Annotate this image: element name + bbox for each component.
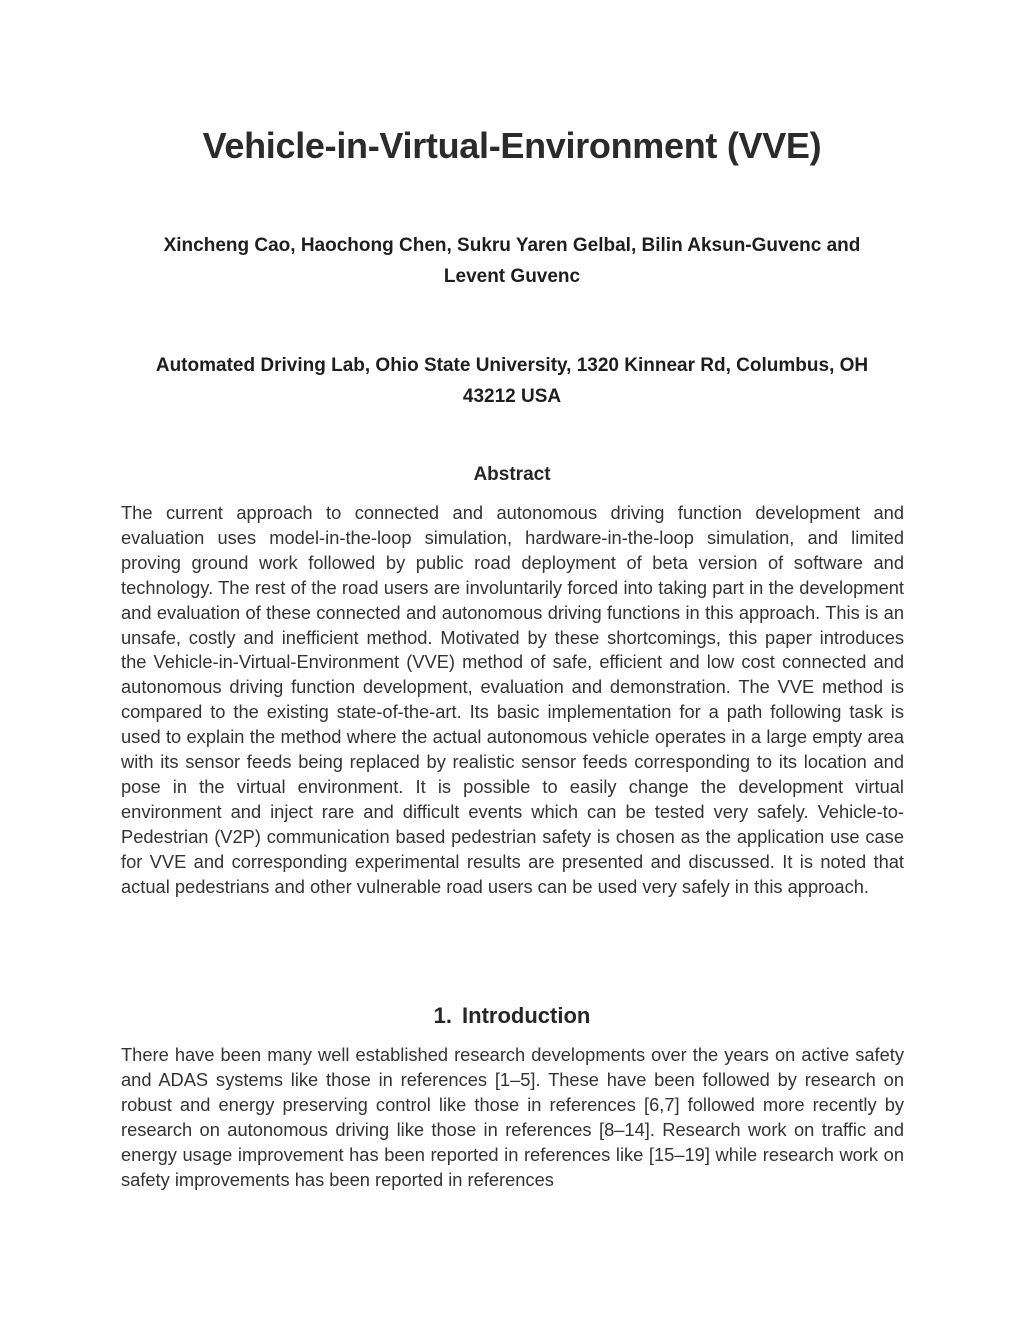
section-number: 1.: [433, 1003, 453, 1028]
introduction-text: There have been many well established research developments over the years on active safety and ADAS systems like those in references [1–5]. These have been followed by research on robust and energy preserving control like those in references [6,7] followed more recently by research on autonomous driving like those in references [8–14]. Research work on traffic and energy usage improvement has been reported in references like [15–19] while research work on safety improvements has been reported in references: [121, 1044, 904, 1190]
abstract-heading: Abstract: [473, 464, 551, 485]
section-title: Introduction: [462, 1003, 591, 1028]
author-line-2: Levent Guvenc: [443, 266, 581, 287]
abstract-text: The current approach to connected and autonomous driving function development and evaluation uses model-in-the-loop simulation, hardware-in-the-loop simulation, and limited proving ground work followed by public road deployment of beta version of software and technology. The rest of the road users are involuntarily forced into taking part in the development and evaluation of these connected and autonomous driving functions in this approach. This is an unsafe, costly and inefficient method. Motivated by these shortcomings, this paper introduces the Vehicle-in-Virtual-Environment (VVE) method of safe, efficient and low cost connected and autonomous driving function development, evaluation and demonstration. The VVE method is compared to the existing state-of-the-art. Its basic implementation for a path following task is used to explain the method where the actual autonomous vehicle operates in a large empty area with its sensor feeds being replaced by realistic sensor feeds corresponding to its location and pose in the virtual environment. It is possible to easily change the development virtual environment and inject rare and difficult events which can be tested very safely. Vehicle-to-Pedestrian (V2P) communication based pedestrian safety is chosen as the application use case for VVE and corresponding experimental results are presented and discussed. It is noted that actual pedestrians and other vulnerable road users can be used very safely in this approach.: [121, 502, 904, 897]
author-line-1: Xincheng Cao, Haochong Chen, Sukru Yaren Gelbal, Bilin Aksun-Guvenc and: [163, 235, 861, 256]
affiliation-line-1: Automated Driving Lab, Ohio State University, 1320 Kinnear Rd, Columbus, OH: [155, 355, 869, 376]
author-list: [120, 230, 904, 292]
introduction-heading: [0, 1001, 1024, 1031]
paper-title: Vehicle-in-Virtual-Environment (VVE): [202, 125, 822, 166]
affiliation: [120, 350, 904, 412]
affiliation-line-2: 43212 USA: [462, 386, 562, 407]
